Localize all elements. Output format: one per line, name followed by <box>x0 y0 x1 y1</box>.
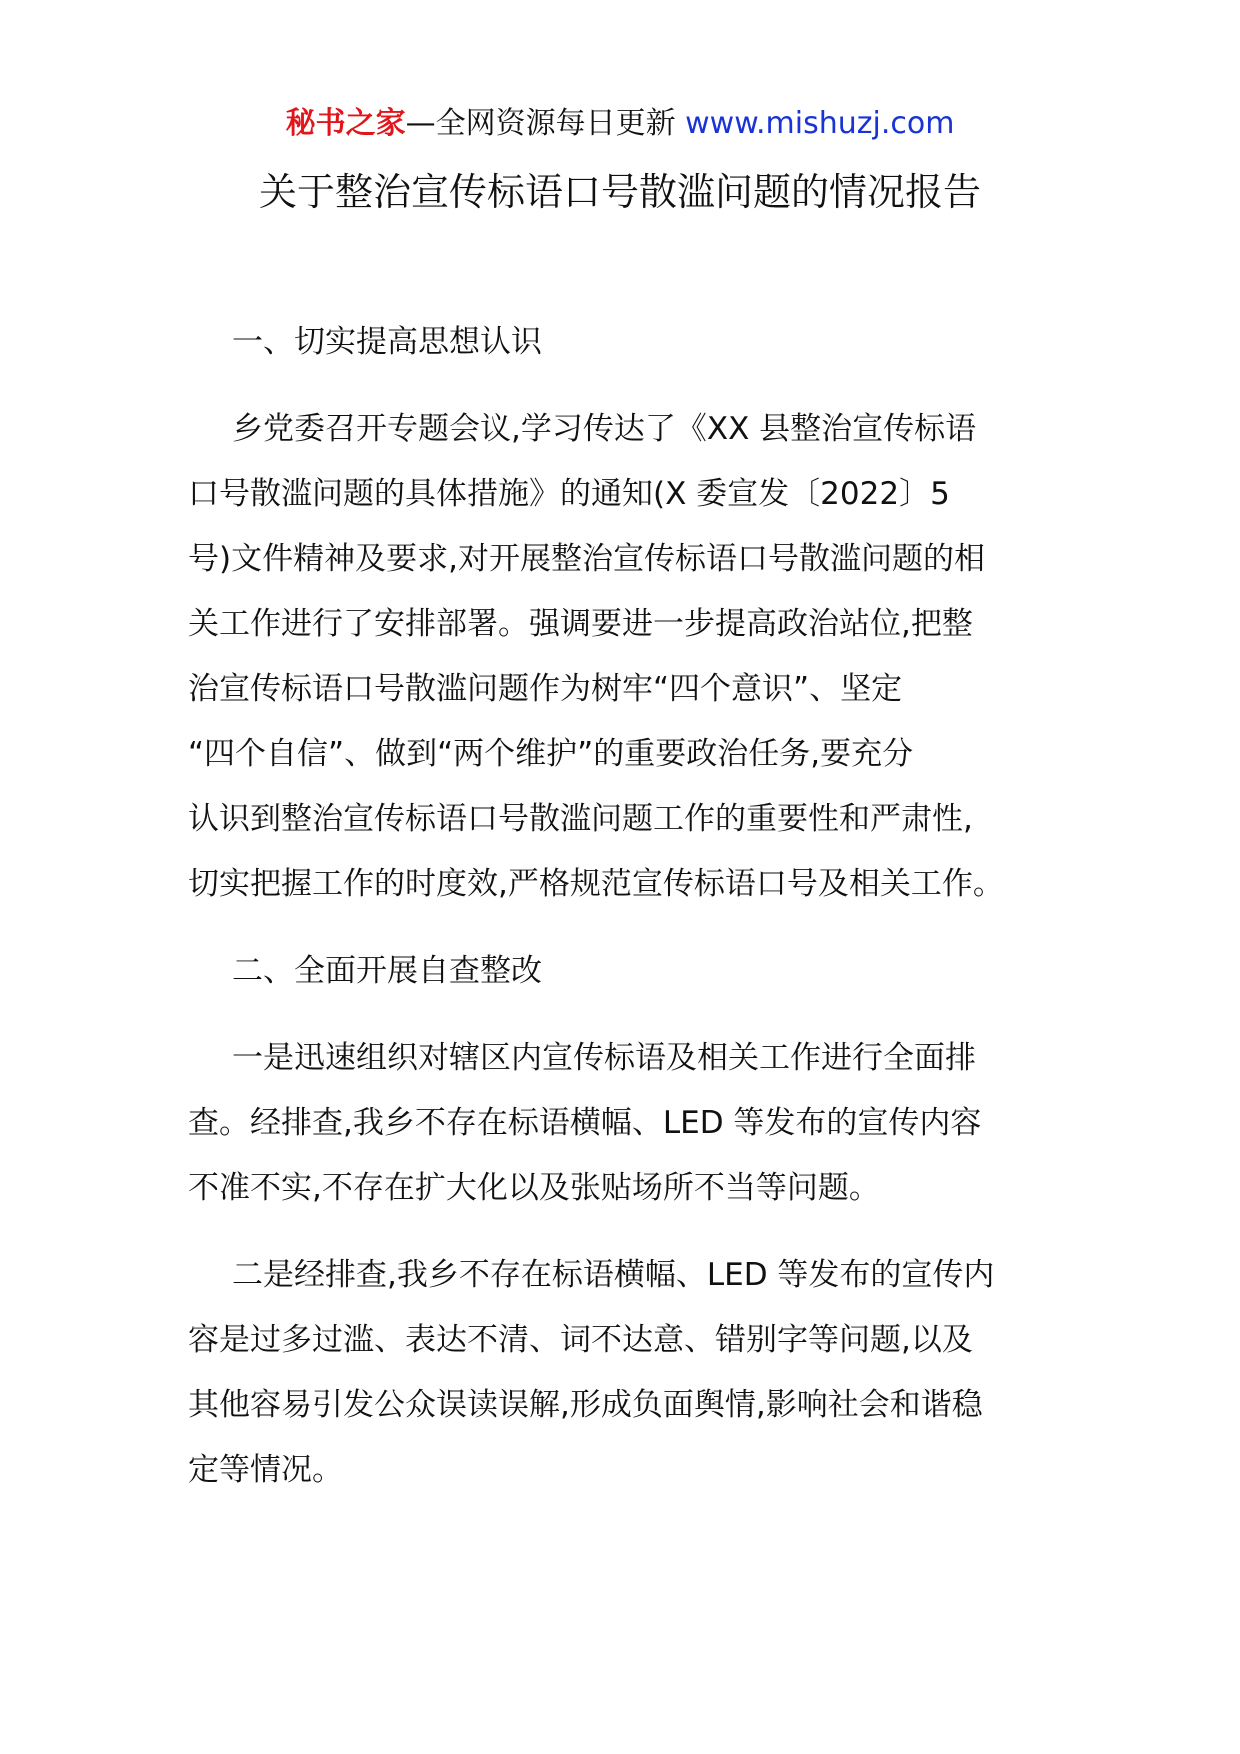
paragraph-line: 关工作进行了安排部署。强调要进一步提高政治站位,把整 <box>188 606 973 642</box>
paragraph-line: 认识到整治宣传标语口号散滥问题工作的重要性和严肃性, <box>188 801 973 837</box>
paragraph-line: 切实把握工作的时度效,严格规范宣传标语口号及相关工作。 <box>188 866 1004 902</box>
paragraph-line: 一是迅速组织对辖区内宣传标语及相关工作进行全面排 <box>232 1040 976 1076</box>
paragraph-line: 乡党委召开专题会议,学习传达了《XX 县整治宣传标语 <box>232 411 977 447</box>
brand-name: 秘书之家 <box>285 106 406 141</box>
site-header <box>0 100 1240 148</box>
section-2-paragraph-1 <box>188 1026 1058 1221</box>
header-tagline: —全网资源每日更新 <box>405 106 676 141</box>
document-title: 关于整治宣传标语口号散滥问题的情况报告 <box>258 170 981 214</box>
paragraph-line: 治宣传标语口号散滥问题作为树牢“四个意识”、坚定 <box>188 671 903 707</box>
paragraph-line: 不准不实,不存在扩大化以及张贴场所不当等问题。 <box>188 1170 880 1206</box>
section-heading-1: 一、切实提高思想认识 <box>232 324 542 360</box>
paragraph-line: 查。经排查,我乡不存在标语横幅、LED 等发布的宣传内容 <box>188 1105 982 1141</box>
document-body <box>188 310 1058 1525</box>
paragraph-line: 二是经排查,我乡不存在标语横幅、LED 等发布的宣传内 <box>232 1257 995 1293</box>
paragraph-line: 其他容易引发公众误读误解,形成负面舆情,影响社会和谐稳 <box>188 1387 983 1423</box>
paragraph-line: 定等情况。 <box>188 1452 343 1488</box>
paragraph-line: 号)文件精神及要求,对开展整治宣传标语口号散滥问题的相 <box>188 541 985 577</box>
site-url-link[interactable]: www.mishuzj.com <box>685 106 955 141</box>
paragraph-line: 容是过多过滥、表达不清、词不达意、错别字等问题,以及 <box>188 1322 973 1358</box>
section-2-paragraph-2 <box>188 1243 1058 1503</box>
section-1-paragraph <box>188 397 1058 917</box>
paragraph-line: “四个自信”、做到“两个维护”的重要政治任务,要充分 <box>188 736 914 772</box>
section-heading-2: 二、全面开展自查整改 <box>232 953 542 989</box>
paragraph-line: 口号散滥问题的具体措施》的通知(X 委宣发〔2022〕5 <box>188 476 950 512</box>
